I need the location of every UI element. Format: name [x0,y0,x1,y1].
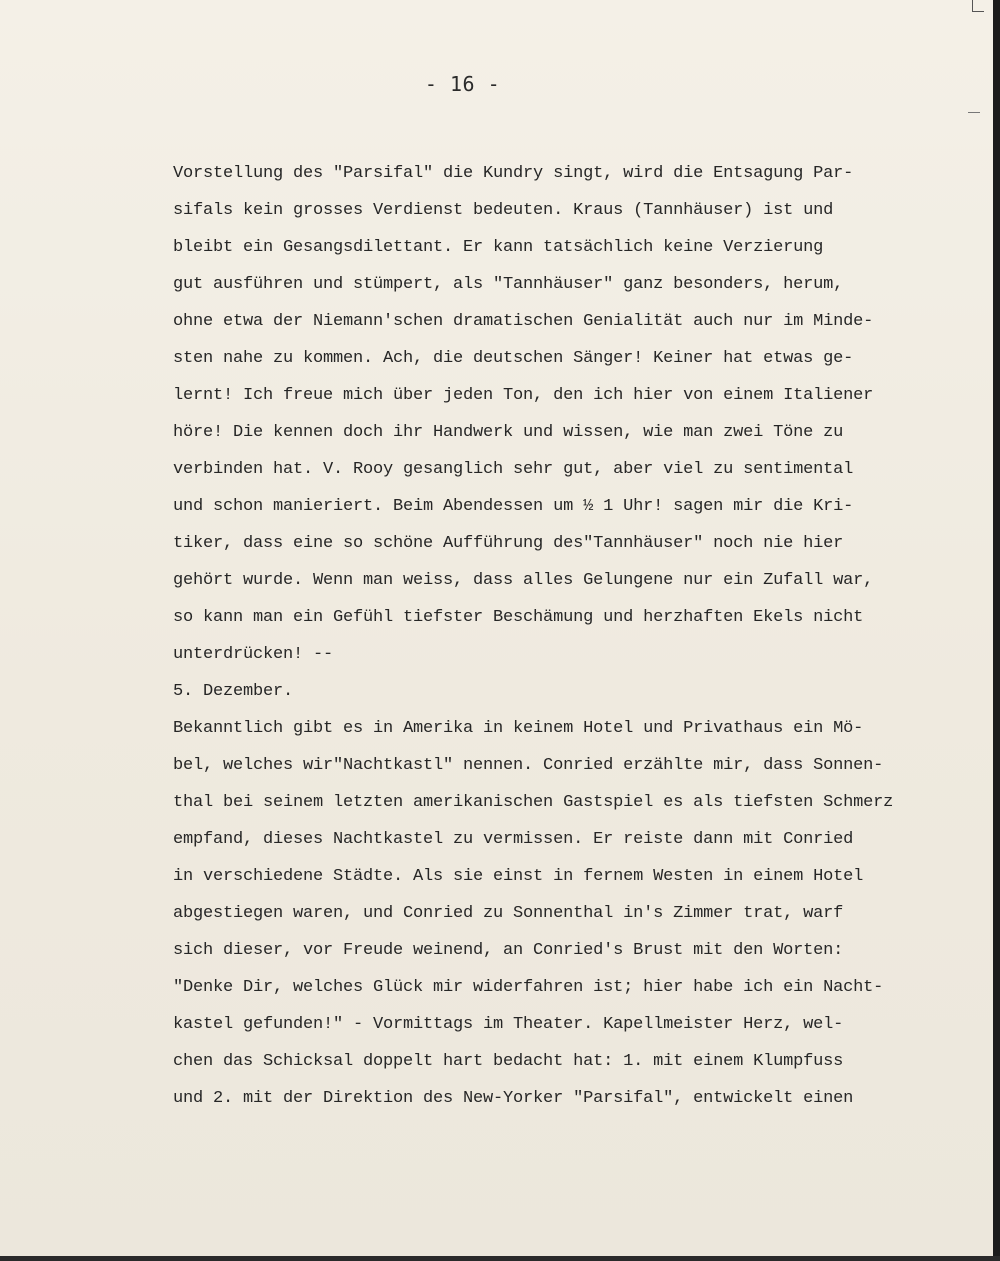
section-date: 5. Dezember. [173,682,294,701]
text-line: in verschiedene Städte. Als sie einst in fernem Westen in einem Hotel [173,867,864,886]
text-line: unterdrücken! -- [173,645,334,664]
text-line: sten nahe zu kommen. Ach, die deutschen Sänger! Keiner hat etwas ge- [173,349,854,368]
scan-edge-bottom [0,1256,1000,1261]
text-line: chen das Schicksal doppelt hart bedacht hat: 1. mit einem Klumpfuss [173,1052,844,1071]
text-line: abgestiegen waren, und Conried zu Sonnenthal in's Zimmer trat, warf [173,904,844,923]
page-number: - 16 - [424,72,501,96]
text-line: sich dieser, vor Freude weinend, an Conried's Brust mit den Worten: [173,941,844,960]
text-line: Bekanntlich gibt es in Amerika in keinem Hotel und Privathaus ein Mö- [173,719,864,738]
margin-mark [968,112,980,113]
text-line: kastel gefunden!" - Vormittags im Theater. Kapellmeister Herz, wel- [173,1015,844,1034]
text-line: bel, welches wir"Nachtkastl" nennen. Conried erzählte mir, dass Sonnen- [173,756,884,775]
text-line: sifals kein grosses Verdienst bedeuten. Kraus (Tannhäuser) ist und [173,201,834,220]
typewritten-text [173,161,963,1123]
corner-mark [972,0,984,12]
text-line: thal bei seinem letzten amerikanischen Gastspiel es als tiefsten Schmerz [173,793,894,812]
text-line: Vorstellung des "Parsifal" die Kundry singt, wird die Entsagung Par- [173,164,854,183]
text-line: höre! Die kennen doch ihr Handwerk und wissen, wie man zwei Töne zu [173,423,844,442]
text-line: ohne etwa der Niemann'schen dramatischen Genialität auch nur im Minde- [173,312,874,331]
text-line: tiker, dass eine so schöne Aufführung des"Tannhäuser" noch nie hier [173,534,844,553]
text-line: und schon manieriert. Beim Abendessen um ½ 1 Uhr! sagen mir die Kri- [173,497,854,516]
text-line: und 2. mit der Direktion des New-Yorker "Parsifal", entwickelt einen [173,1089,854,1108]
text-line: gut ausführen und stümpert, als "Tannhäuser" ganz besonders, herum, [173,275,844,294]
text-line: so kann man ein Gefühl tiefster Beschämung und herzhaften Ekels nicht [173,608,864,627]
text-line: verbinden hat. V. Rooy gesanglich sehr gut, aber viel zu sentimental [173,460,854,479]
text-line: empfand, dieses Nachtkastel zu vermissen. Er reiste dann mit Conried [173,830,854,849]
text-line: lernt! Ich freue mich über jeden Ton, den ich hier von einem Italiener [173,386,874,405]
scan-edge-right [993,0,1000,1261]
text-line: bleibt ein Gesangsdilettant. Er kann tatsächlich keine Verzierung [173,238,824,257]
text-line: gehört wurde. Wenn man weiss, dass alles Gelungene nur ein Zufall war, [173,571,874,590]
text-line: "Denke Dir, welches Glück mir widerfahren ist; hier habe ich ein Nacht- [173,978,884,997]
